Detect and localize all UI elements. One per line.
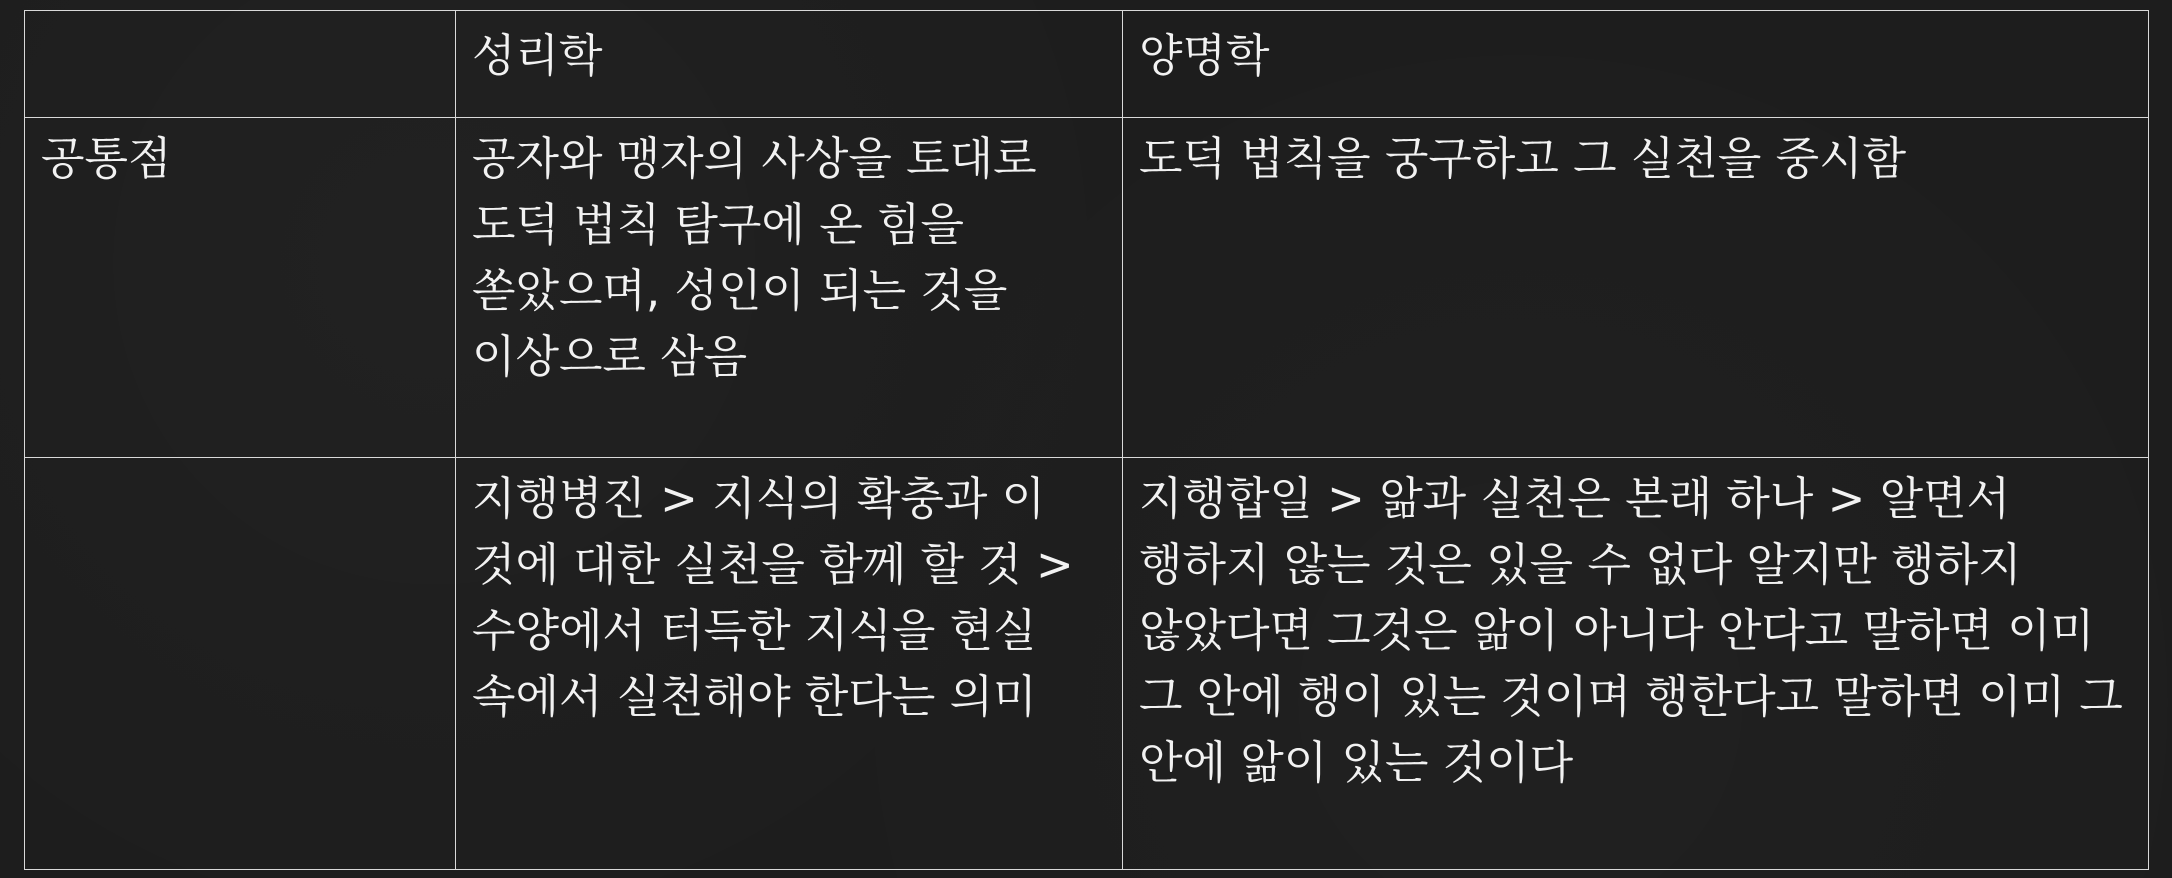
cell-common-yangmyeonghak: 도덕 법칙을 궁구하고 그 실천을 중시함 bbox=[1123, 117, 2149, 457]
table-row bbox=[25, 117, 2149, 457]
header-cell-yangmyeonghak: 양명학 bbox=[1123, 11, 2149, 118]
table-row bbox=[25, 457, 2149, 869]
table-header-row bbox=[25, 11, 2149, 118]
cell-difference-yangmyeonghak: 지행합일 > 앎과 실천은 본래 하나 > 알면서 행하지 않는 것은 있을 수 없다 알지만 행하지 않았다면 그것은 앎이 아니다 안다고 말하면 이미 그 안에 행이 있는 것이며 행한다고 말하면 이미 그 안에 앎이 있는 것이다 bbox=[1123, 457, 2149, 869]
row-label-difference bbox=[25, 457, 456, 869]
header-cell-seongnihak: 성리학 bbox=[456, 11, 1123, 118]
row-label-common: 공통점 bbox=[25, 117, 456, 457]
comparison-table bbox=[24, 10, 2149, 870]
cell-difference-seongnihak: 지행병진 > 지식의 확충과 이 것에 대한 실천을 함께 할 것 > 수양에서 터득한 지식을 현실 속에서 실천해야 한다는 의미 bbox=[456, 457, 1123, 869]
header-cell-empty bbox=[25, 11, 456, 118]
cell-common-seongnihak: 공자와 맹자의 사상을 토대로 도덕 법칙 탐구에 온 힘을 쏟았으며, 성인이 되는 것을 이상으로 삼음 bbox=[456, 117, 1123, 457]
